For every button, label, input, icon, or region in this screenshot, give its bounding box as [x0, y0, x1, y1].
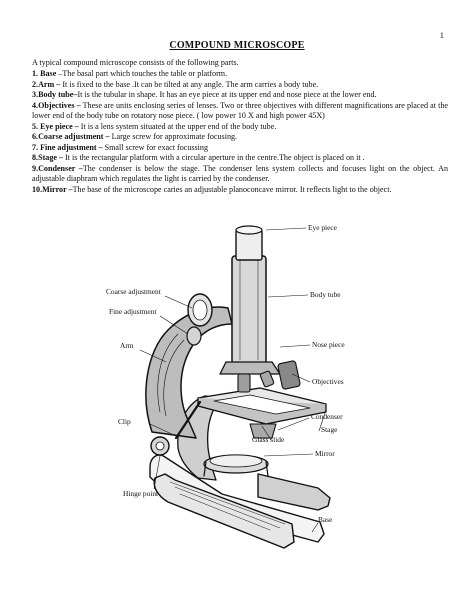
- label-objectives: Objectives: [312, 377, 344, 386]
- part-term: 3.Body tube–: [32, 90, 78, 99]
- label-glass-slide: Glass slide: [252, 435, 285, 444]
- part-term: 2.Arm –: [32, 79, 61, 89]
- part-item: [32, 185, 448, 196]
- part-item: [32, 101, 448, 122]
- part-description: It is a lens system situated at the upper end of the body tube.: [78, 121, 277, 131]
- part-term: 9.Condenser –: [32, 163, 83, 173]
- part-item: [32, 153, 448, 164]
- part-description: It is the tubular in shape. It has an eye piece at its upper end and nose piece at the lower end.: [77, 90, 377, 99]
- part-description: These are units enclosing series of lenses. Two or three objectives with different magnifications are placed at the lower end of the body tube on rotatory nose piece. ( low power 10 X and high power 45X): [32, 100, 448, 120]
- part-description: Large screw for approximate focusing.: [109, 132, 238, 141]
- part-description: –The basal part which touches the table or platform.: [56, 69, 228, 78]
- part-term: 4.Objectives –: [32, 100, 81, 110]
- part-item: [32, 122, 448, 133]
- part-term: 5. Eye piece –: [32, 121, 79, 131]
- label-fine-adjustment: Fine adjustment: [109, 307, 157, 316]
- part-description: Small screw for exact focussing: [102, 142, 209, 152]
- part-term: 8.Stage –: [32, 153, 64, 162]
- part-term: 7. Fine adjustment –: [32, 142, 103, 152]
- part-item: [32, 164, 448, 185]
- base-back-foot: [258, 474, 330, 510]
- label-hinge-point: Hinge point: [123, 489, 159, 498]
- label-mirror: Mirror: [315, 449, 335, 458]
- part-description: It is fixed to the base .It can be tilted at any angle. The arm carries a body tube.: [60, 79, 319, 89]
- microscope-figure: [0, 212, 474, 613]
- fine-adjustment-knob: [187, 327, 201, 345]
- microscope-diagram: [0, 212, 474, 613]
- document-body: [32, 58, 448, 195]
- label-arm: Arm: [120, 341, 134, 350]
- label-coarse-adjustment: Coarse adjustment: [106, 287, 161, 296]
- part-description: The base of the microscope caries an adjustable planoconcave mirror. It reflects light to the object.: [72, 184, 392, 194]
- part-term: 10.Mirror –: [32, 184, 73, 194]
- label-base: Base: [318, 515, 333, 524]
- objective-left: [238, 374, 250, 392]
- part-term: 6.Coarse adjustment –: [32, 132, 110, 141]
- part-item: [32, 143, 448, 154]
- page-number: 1: [439, 30, 444, 40]
- nose-piece-shape: [220, 362, 280, 374]
- part-description: It is the rectangular platform with a circular aperture in the centre.The object is placed on it .: [63, 153, 365, 162]
- label-clip: Clip: [118, 417, 131, 426]
- part-item: [32, 90, 448, 101]
- label-body-tube: Body tube: [310, 290, 341, 299]
- label-eye-piece: Eye piece: [308, 223, 337, 232]
- part-item: [32, 80, 448, 91]
- label-nose-piece: Nose piece: [312, 340, 345, 349]
- label-stage: Stage: [321, 425, 338, 434]
- body-tube-shape: [232, 256, 266, 364]
- part-item: [32, 132, 448, 143]
- part-item: [32, 69, 448, 80]
- document-title: COMPOUND MICROSCOPE: [169, 40, 305, 51]
- part-description: The condenser is below the stage. The condenser lens system collects and focuses light on the object. An adjustable diaphram which regulates the light is carried by the condenser.: [32, 163, 448, 183]
- part-term: 1. Base: [32, 69, 57, 78]
- label-condenser: Condenser: [311, 412, 343, 421]
- intro-paragraph: A typical compound microscope consists of the following parts.: [32, 58, 239, 67]
